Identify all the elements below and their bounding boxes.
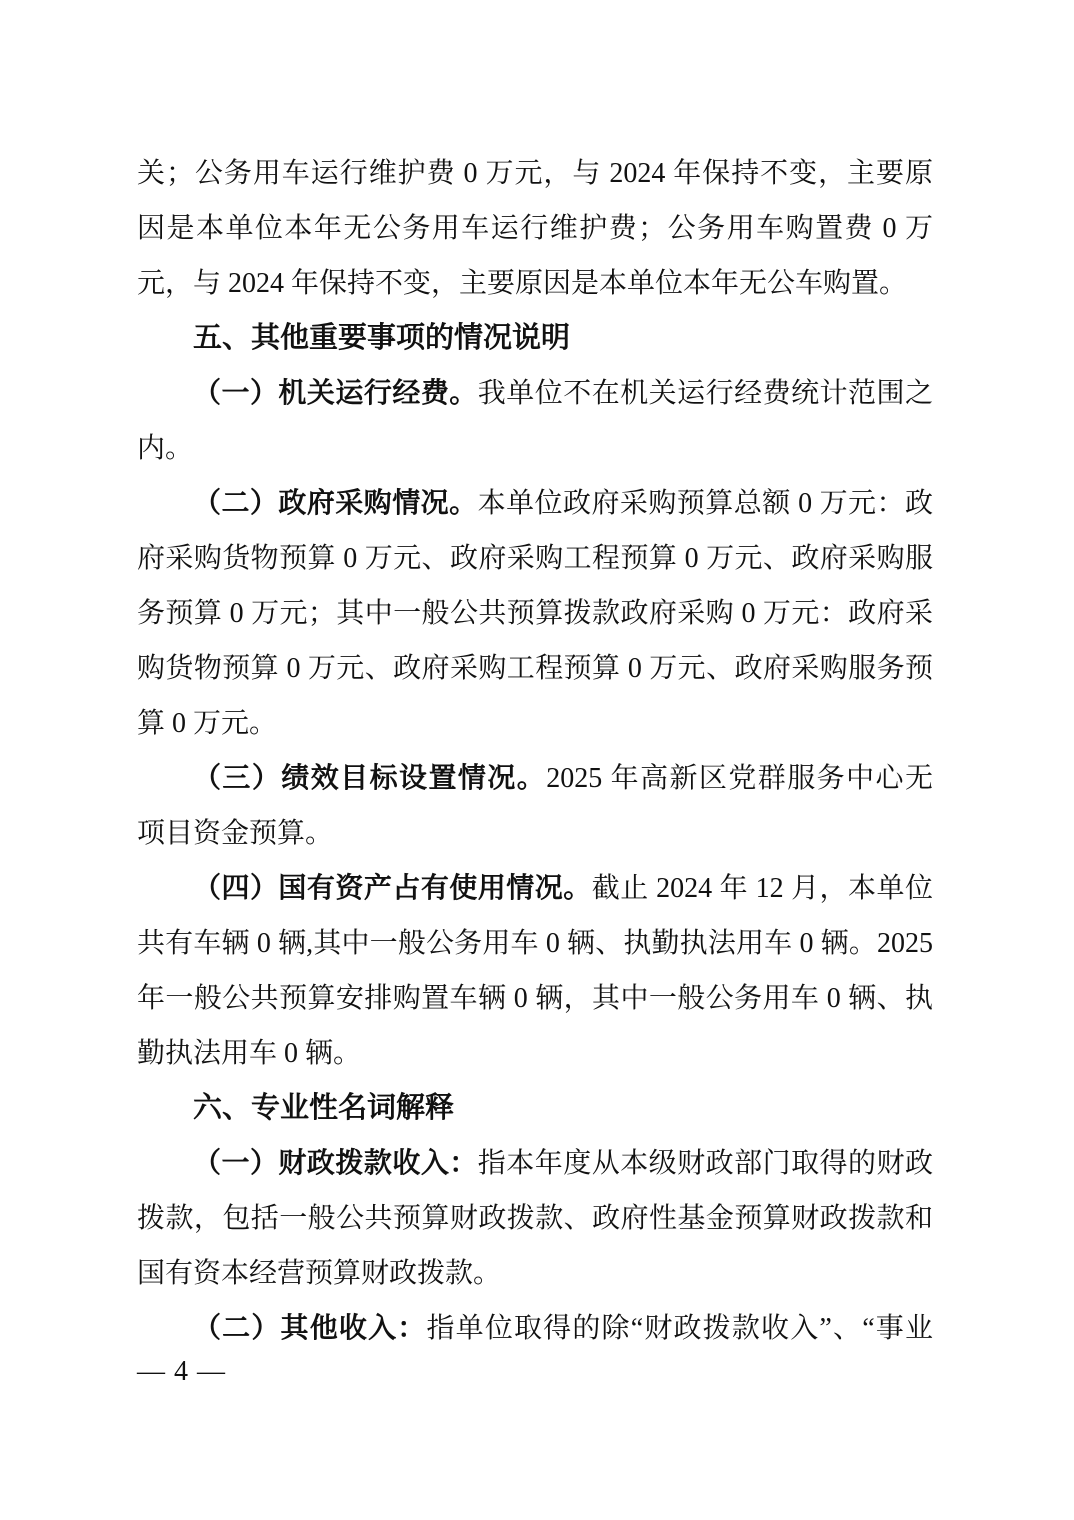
line-text: 本单位政府采购预算总额 0 万元：政 — [477, 488, 933, 519]
text-line: 勤执法用车 0 辆。 — [137, 1038, 362, 1069]
text-line: 内。 — [137, 433, 194, 464]
line-text: 指本年度从本级财政部门取得的财政 — [477, 1148, 933, 1179]
item-lead: （四）国有资产占有使用情况。 — [193, 873, 592, 904]
line-text: 截止 2024 年 12 月，本单位 — [591, 873, 933, 904]
item-lead: （二）其他收入： — [193, 1313, 427, 1344]
text-line: 项目资金预算。 — [137, 818, 334, 849]
text-line — [137, 1301, 933, 1356]
text-line: 共有车辆 0 辆,其中一般公务用车 0 辆、执勤执法用车 0 辆。2025 — [137, 928, 933, 959]
text-line — [137, 366, 933, 421]
text-line — [137, 861, 933, 916]
text-line — [137, 1136, 933, 1191]
section-heading-5: 五、其他重要事项的情况说明 — [193, 322, 571, 354]
text-line: 国有资本经营预算财政拨款。 — [137, 1258, 502, 1289]
text-line — [137, 476, 933, 531]
document-body — [137, 146, 933, 1356]
text-line: 府采购货物预算 0 万元、政府采购工程预算 0 万元、政府采购服 — [137, 543, 933, 574]
line-text: 2025 年高新区党群服务中心无 — [546, 763, 933, 794]
item-lead: （三）绩效目标设置情况。 — [193, 763, 547, 794]
text-line: 务预算 0 万元；其中一般公共预算拨款政府采购 0 万元：政府采 — [137, 598, 933, 629]
text-line: 因是本单位本年无公务用车运行维护费；公务用车购置费 0 万 — [137, 213, 933, 244]
text-line: 购货物预算 0 万元、政府采购工程预算 0 万元、政府采购服务预 — [137, 653, 933, 684]
text-line — [137, 751, 933, 806]
page-number: — 4 — — [137, 1356, 226, 1387]
text-line: 年一般公共预算安排购置车辆 0 辆，其中一般公务用车 0 辆、执 — [137, 983, 933, 1014]
line-text: 我单位不在机关运行经费统计范围之 — [477, 378, 933, 409]
item-lead: （一）机关运行经费。 — [193, 378, 478, 409]
text-line: 关；公务用车运行维护费 0 万元，与 2024 年保持不变，主要原 — [137, 158, 933, 189]
item-lead: （二）政府采购情况。 — [193, 488, 478, 519]
text-line: 元，与 2024 年保持不变，主要原因是本单位本年无公车购置。 — [137, 268, 908, 299]
line-text: 指单位取得的除“财政拨款收入”、“事业 — [426, 1313, 933, 1344]
text-line: 拨款，包括一般公共预算财政拨款、政府性基金预算财政拨款和 — [137, 1203, 933, 1234]
section-heading-6: 六、专业性名词解释 — [193, 1092, 455, 1124]
text-line: 算 0 万元。 — [137, 708, 278, 739]
item-lead: （一）财政拨款收入： — [193, 1148, 478, 1179]
